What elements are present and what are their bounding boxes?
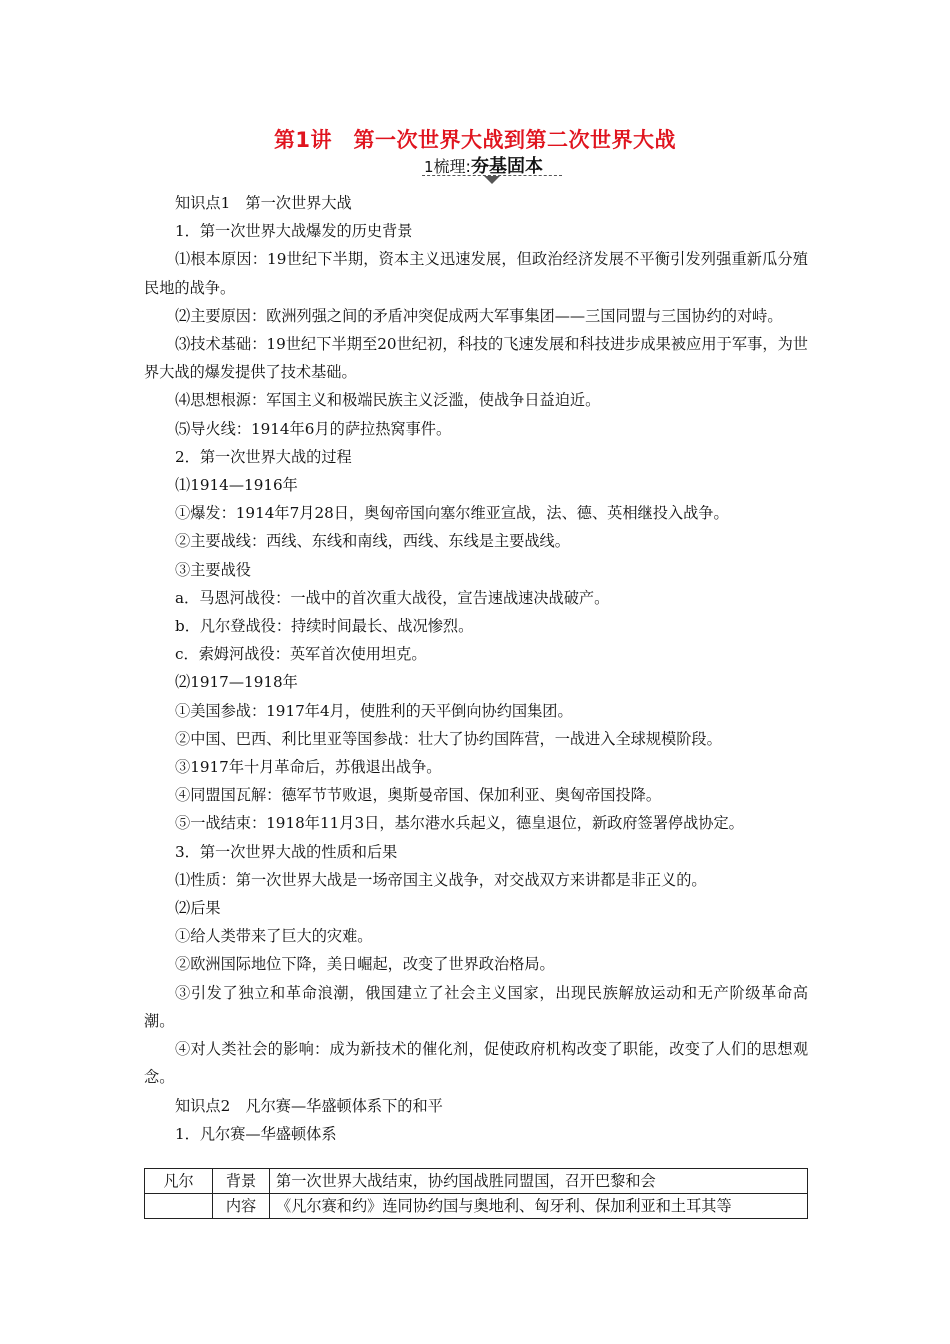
text-paragraph: ⑵后果: [175, 899, 221, 918]
text-paragraph: c．索姆河战役：英军首次使用坦克。: [175, 645, 427, 664]
text-paragraph: ⑶技术基础：19世纪下半期至20世纪初，科技的飞速发展和科技进步成果被应用于军事，为世界大战的爆发提供了技术基础。: [144, 335, 808, 382]
text-paragraph: ④同盟国瓦解：德军节节败退，奥斯曼帝国、保加利亚、奥匈帝国投降。: [175, 786, 661, 805]
text-paragraph: ⑵主要原因：欧洲列强之间的矛盾冲突促成两大军事集团——三国同盟与三国协约的对峙。: [175, 306, 783, 325]
section-prefix: 梳理:: [433, 157, 471, 176]
text-paragraph: ④对人类社会的影响：成为新技术的催化剂，促使政府机构改变了职能，改变了人们的思想观念。: [144, 1040, 808, 1087]
text-paragraph: ②欧洲国际地位下降，美日崛起，改变了世界政治格局。: [175, 955, 555, 974]
text-paragraph: ⑤一战结束：1918年11月3日，基尔港水兵起义，德皇退位，新政府签署停战协定。: [175, 814, 744, 833]
text-paragraph: ②主要战线：西线、东线和南线，西线、东线是主要战线。: [175, 532, 570, 551]
table-row: [145, 1169, 808, 1194]
text-paragraph: ①给人类带来了巨大的灾难。: [175, 927, 373, 946]
text-paragraph: ③引发了独立和革命浪潮，俄国建立了社会主义国家，出现民族解放运动和无产阶级革命高潮。: [144, 983, 808, 1030]
text-paragraph: ③1917年十月革命后，苏俄退出战争。: [175, 758, 442, 777]
table-row: [145, 1194, 808, 1219]
text-paragraph: ⑴1914—1916年: [175, 476, 298, 495]
text-paragraph: 1．第一次世界大战爆发的历史背景: [175, 222, 413, 241]
text-paragraph: ⑸导火线：1914年6月的萨拉热窝事件。: [175, 419, 452, 438]
table-cell: 第一次世界大战结束，协约国战胜同盟国，召开巴黎和会: [270, 1169, 808, 1194]
text-paragraph: ⑵1917—1918年: [175, 673, 298, 692]
text-paragraph: 知识点2 凡尔赛—华盛顿体系下的和平: [175, 1096, 443, 1115]
table-cell: 内容: [213, 1194, 270, 1219]
section-emphasis: 夯基固本: [470, 156, 543, 177]
text-paragraph: b．凡尔登战役：持续时间最长、战况惨烈。: [175, 617, 474, 636]
text-paragraph: 3．第一次世界大战的性质和后果: [175, 842, 398, 861]
text-paragraph: ⑷思想根源：军国主义和极端民族主义泛滥，使战争日益迫近。: [175, 391, 601, 410]
table-cell: 背景: [213, 1169, 270, 1194]
text-paragraph: 1．凡尔赛—华盛顿体系: [175, 1124, 337, 1143]
text-paragraph: ⑴根本原因：19世纪下半期，资本主义迅速发展，但政治经济发展不平衡引发列强重新瓜分殖民地的战争。: [144, 250, 808, 297]
section-banner: [422, 152, 562, 180]
versailles-table: [144, 1168, 808, 1219]
table-cell: 凡尔: [145, 1169, 213, 1194]
document-body: [144, 189, 808, 1148]
table-cell: [145, 1194, 213, 1219]
triangle-down-icon: [484, 176, 500, 184]
text-paragraph: ③主要战役: [175, 560, 251, 579]
text-paragraph: ②中国、巴西、利比里亚等国参战：壮大了协约国阵营，一战进入全球规模阶段。: [175, 729, 722, 748]
section-number: 1: [424, 158, 434, 176]
text-paragraph: ①爆发：1914年7月28日，奥匈帝国向塞尔维亚宣战，法、德、英相继投入战争。: [175, 504, 729, 523]
text-paragraph: 2．第一次世界大战的过程: [175, 447, 352, 466]
text-paragraph: ①美国参战：1917年4月，使胜利的天平倒向协约国集团。: [175, 701, 573, 720]
page-title: 第1讲 第一次世界大战到第二次世界大战: [273, 128, 677, 152]
text-paragraph: 知识点1 第一次世界大战: [175, 194, 352, 212]
text-paragraph: ⑴性质：第一次世界大战是一场帝国主义战争，对交战双方来讲都是非正义的。: [175, 870, 707, 889]
table-cell: 《凡尔赛和约》连同协约国与奥地利、匈牙利、保加利亚和土耳其等: [270, 1194, 808, 1219]
text-paragraph: a．马恩河战役：一战中的首次重大战役，宣告速战速决战破产。: [175, 588, 610, 607]
